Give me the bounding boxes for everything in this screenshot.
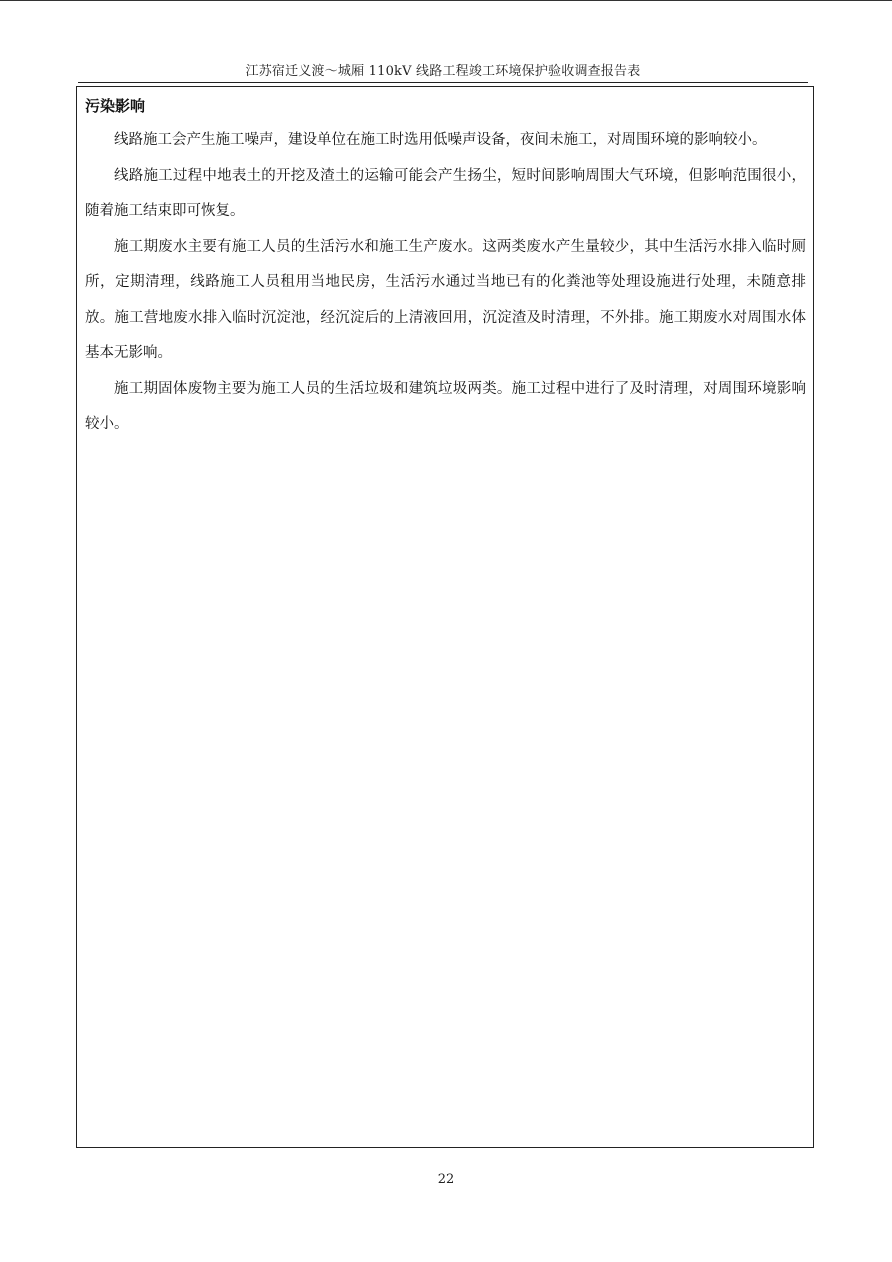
page-number: 22 xyxy=(437,1172,455,1187)
page-top-border xyxy=(0,0,892,1)
paragraph-noise: 线路施工会产生施工噪声，建设单位在施工时选用低噪声设备，夜间未施工，对周围环境的影响较小。 xyxy=(114,132,767,148)
content-table-cell xyxy=(76,86,814,1148)
paragraph-dust: 线路施工过程中地表土的开挖及渣土的运输可能会产生扬尘，短时间影响周围大气环境，但影响范围很小，随着施工结束即可恢复。 xyxy=(85,167,806,219)
paragraph-wastewater: 施工期废水主要有施工人员的生活污水和施工生产废水。这两类废水产生量较少，其中生活污水排入临时厕所，定期清理，线路施工人员租用当地民房，生活污水通过当地已有的化粪池等处理设施进行处理，未随意排放。施工营地废水排入临时沉淀池，经沉淀后的上清液回用，沉淀渣及时清理，不外排。施工期废水对周围水体基本无影响。 xyxy=(85,238,806,361)
header-rule xyxy=(78,82,808,83)
paragraph-solid-waste: 施工期固体废物主要为施工人员的生活垃圾和建筑垃圾两类。施工过程中进行了及时清理，对周围环境影响较小。 xyxy=(85,380,806,432)
running-header-title: 江苏宿迁义渡～城厢 110kV 线路工程竣工环境保护验收调查报告表 xyxy=(245,64,641,79)
section-title: 污染影响 xyxy=(85,97,146,115)
